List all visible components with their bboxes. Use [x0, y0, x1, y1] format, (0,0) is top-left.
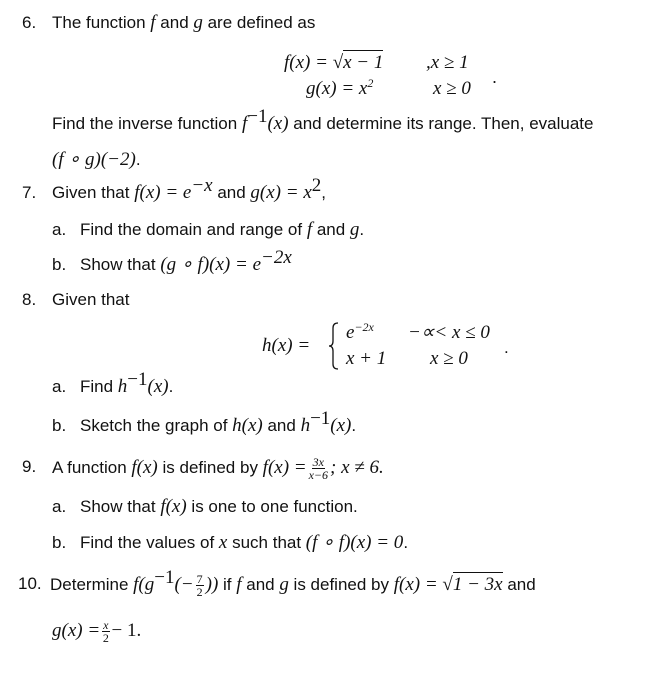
math: f(x) = √ — [284, 52, 344, 73]
math: (x) — [147, 376, 169, 397]
question-number: 10. — [18, 574, 42, 593]
part-label: a. — [52, 377, 67, 396]
text: Determine — [50, 574, 134, 594]
math: e — [346, 322, 355, 343]
text: . — [135, 150, 141, 169]
text: Find the domain and range of — [80, 220, 307, 239]
period: . — [492, 67, 498, 87]
question-8b — [52, 408, 357, 437]
g-definition — [306, 78, 373, 100]
text: and — [241, 574, 280, 594]
math: f — [236, 573, 242, 595]
math: f(x) = — [262, 456, 307, 478]
math: (g ∘ f)(x) = e — [160, 254, 261, 275]
math: f — [241, 113, 248, 134]
denominator: 2 — [102, 631, 109, 645]
text: and — [155, 13, 194, 32]
math: f(x) — [131, 456, 158, 478]
question-7b — [52, 247, 292, 276]
question-10-g-definition — [52, 619, 141, 644]
text: if — [218, 574, 237, 594]
question-6-task — [52, 106, 594, 135]
math: g(x) = x — [250, 182, 312, 203]
math: g(x) = — [52, 619, 101, 641]
text: is one to one function. — [186, 497, 358, 516]
text: and — [502, 574, 536, 594]
exponent: −1 — [310, 408, 331, 429]
text: Show that — [80, 497, 161, 516]
text: and determine its range. Then, evaluate — [288, 114, 594, 133]
math: (− — [174, 573, 194, 595]
math: f(x) = √ — [393, 573, 453, 595]
f-definition — [284, 52, 383, 74]
h-condition-2: x ≥ 0 — [430, 348, 468, 369]
math: f(g — [133, 573, 155, 595]
numerator: 3x — [312, 455, 324, 469]
text: such that — [227, 533, 306, 552]
fraction — [196, 573, 204, 598]
question-6-composition — [52, 149, 141, 171]
radicand: x − 1 — [343, 52, 384, 73]
math: h(x) — [232, 415, 263, 436]
question-number: 6. — [22, 13, 37, 32]
exponent: −1 — [127, 369, 148, 390]
text: , — [321, 183, 326, 202]
h-condition-1: −∝< x ≤ 0 — [408, 322, 490, 343]
question-9a — [52, 496, 358, 518]
math: f(x) — [160, 496, 187, 517]
exponent: −2x — [261, 247, 292, 268]
exponent: −1 — [154, 566, 175, 588]
math: f(x) = e — [134, 182, 192, 203]
math: (f ∘ f)(x) = 0 — [305, 532, 404, 553]
part-label: a. — [52, 497, 67, 516]
question-9b — [52, 532, 409, 554]
exponent: 2 — [311, 175, 322, 196]
math: x — [218, 532, 228, 553]
math: g — [279, 573, 289, 595]
math: h — [300, 415, 311, 436]
math: (x) — [267, 113, 289, 134]
text: . — [359, 220, 365, 239]
period: . — [504, 338, 509, 357]
text: Sketch the graph of — [80, 416, 233, 435]
text: Find — [80, 377, 118, 396]
math: )) — [205, 573, 219, 595]
text: Find the values of — [80, 533, 219, 552]
math: (f ∘ g)(−2) — [52, 149, 136, 170]
h-case-1 — [346, 322, 374, 344]
math: g — [193, 12, 203, 33]
text: are defined as — [202, 13, 316, 32]
math: f — [150, 12, 156, 33]
denominator: 2 — [196, 585, 203, 599]
radicand: 1 − 3x — [452, 573, 503, 595]
exponent: 2 — [367, 76, 374, 90]
math: g — [349, 219, 360, 240]
question-number: 7. — [22, 183, 37, 202]
text: A function — [52, 457, 132, 477]
fraction — [309, 456, 328, 481]
h-definition: h(x) = — [262, 335, 311, 356]
text: The function — [52, 13, 151, 32]
text: and — [312, 220, 350, 239]
question-number: 8. — [22, 290, 37, 309]
text: Given that — [52, 183, 135, 202]
question-number: 9. — [22, 457, 37, 476]
exponent: −2x — [354, 320, 374, 334]
text: Find the inverse function — [52, 114, 242, 133]
part-label: b. — [52, 416, 67, 435]
text: and — [262, 416, 301, 435]
part-label: b. — [52, 533, 67, 552]
text: Given that — [52, 290, 130, 309]
part-label: b. — [52, 255, 67, 274]
fraction — [102, 619, 109, 644]
numerator: x — [103, 618, 109, 632]
text: . — [168, 377, 174, 396]
exponent: −1 — [247, 106, 268, 127]
text: is defined by — [157, 457, 263, 477]
text: and — [212, 183, 251, 202]
math: g(x) = x — [306, 78, 368, 99]
g-condition: x ≥ 0 — [433, 78, 471, 99]
text: . — [403, 533, 409, 552]
numerator: 7 — [196, 572, 203, 586]
math: h — [117, 376, 128, 397]
f-condition: ,x ≥ 1 — [426, 52, 469, 73]
math: ; x ≠ 6. — [330, 456, 384, 478]
exponent: −x — [191, 175, 213, 196]
question-8a — [52, 369, 174, 398]
math: (x) — [330, 415, 352, 436]
brace-icon — [328, 322, 340, 370]
text: Show that — [80, 255, 161, 274]
question-7a — [52, 219, 365, 241]
text: . — [351, 416, 357, 435]
math: − 1. — [111, 619, 142, 641]
text: is defined by — [288, 574, 394, 594]
h-case-2: x + 1 — [346, 348, 387, 369]
denominator: x−6 — [308, 468, 329, 482]
math: f — [306, 219, 313, 240]
part-label: a. — [52, 220, 67, 239]
